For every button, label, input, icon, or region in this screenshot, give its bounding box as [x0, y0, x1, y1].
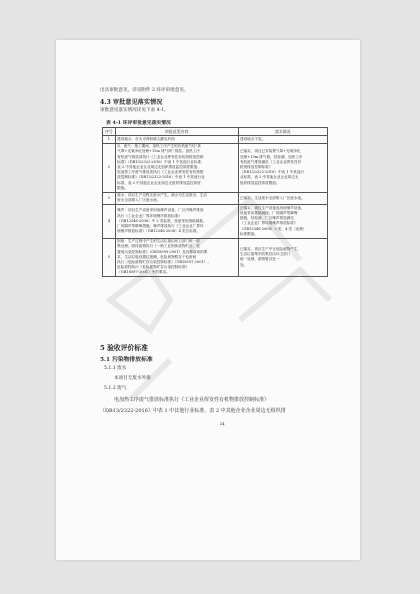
requirement-line: 废水：项目生产过程无废水产生。废水为生活废水，生活 — [117, 193, 208, 198]
requirement-cell — [115, 136, 238, 143]
implementation-line: 设备采用基础减振、厂房隔声等降噪 — [239, 210, 298, 215]
row-number: 5 — [103, 238, 116, 277]
implementation-line: 建设地点不变。 — [239, 136, 266, 141]
section-5-1-2: 5.1.2 废气 — [104, 386, 127, 391]
row-number: 2 — [103, 143, 116, 192]
row-number: 1 — [103, 136, 116, 143]
requirement-cell — [115, 205, 238, 238]
requirement-cell — [115, 192, 238, 205]
requirement-cell — [115, 238, 238, 277]
header-implementation: 落实情况 — [238, 128, 327, 136]
section-5-1-1-text: 本项目无废水外排 — [114, 376, 151, 381]
implementation-cell — [238, 136, 327, 143]
implementation-cell — [238, 143, 327, 192]
requirement-line: 标准》（DB13/2322-2016）中表 1 中其他行业标准、 — [117, 159, 205, 164]
requirement-line: 求，生活垃圾设置垃圾桶，危险废物暂存于危废间 — [117, 254, 197, 259]
header-requirement: 审批意见内容 — [115, 128, 238, 136]
implementation-cell — [238, 205, 327, 238]
table-row — [103, 205, 328, 238]
table-header-row — [103, 128, 328, 136]
table-row — [103, 143, 328, 192]
table-row — [103, 136, 328, 143]
requirement-line: （GB12348-2008）中 2 类标准，设备采用基础减振、 — [117, 218, 207, 223]
requirement-line: 有机废气排放须执行《工业企业挥发性有机物排放控制 — [117, 154, 204, 159]
implementation-line: 机物排放控制标准》 — [239, 164, 273, 169]
implementation-line: （DB13/2322-2016）中表 1 中其他行 — [239, 170, 305, 175]
implementation-cell — [238, 192, 327, 205]
section-5-heading: 5 验收评价标准 — [100, 344, 148, 352]
table-caption: 表 4-1 环评审批意见落实情况 — [106, 120, 171, 126]
requirement-line: 限值。 — [117, 185, 128, 190]
row-number: 3 — [103, 192, 116, 205]
implementation-line: 处理+15m 排气筒，经检测，加热工序 — [239, 154, 303, 159]
section-4-3-heading: 4.3 审批意见落实情况 — [100, 99, 163, 106]
header-no: 序号 — [103, 128, 116, 136]
requirement-line: 电加热工序废气排放须执行《工业企业挥发性有机物排 — [117, 170, 204, 175]
requirement-line: 气罩+光氧净化处理+15m 排气筒" 排放。加热工序 — [117, 149, 200, 154]
section-5-1-heading: 5.1 污染物排放标准 — [100, 357, 153, 363]
requirement-line: 建设地点：台头市养蚌镇人蘑屯村西 — [117, 136, 175, 141]
implementation-line: 《工业企业厂界环境噪声排放标准》 — [239, 221, 298, 226]
implementation-line: 统一处理，废物暂存处一 — [239, 257, 280, 262]
section-5-1-1: 5.1.1 废水 — [104, 366, 127, 371]
paragraph-line-1: 电加热工序废气排放标准执行《工业企业挥发性有机物排放控制标准》 — [114, 397, 270, 403]
requirement-line: 废水全部排入厂区废水池。 — [117, 198, 161, 203]
implementation-line: 已落实，生活废水全部排入厂区废水池。 — [239, 195, 305, 200]
page-number: 24 — [220, 422, 225, 426]
requirement-line: 厂房隔声等降噪措施。噪声排放执行《工业企业厂界环 — [117, 223, 204, 228]
requirement-line: （GB18597-2001）中的要求。 — [117, 270, 170, 275]
implementation-line: 已落实，项目已安装集气罩+光氧净化 — [239, 149, 301, 154]
table-row — [103, 238, 328, 277]
implementation-line: 有机废气排放满足《工业企业挥发性有 — [239, 159, 302, 164]
requirement-line: 固废：生产过程中产生的生活垃圾由环卫部门统一收 — [117, 239, 200, 244]
document-page — [56, 40, 360, 560]
implementation-cell — [238, 238, 327, 277]
requirement-line: 表 2 中其他企业企业周边无组织排放监控浓度限值。 — [117, 164, 201, 169]
requirement-cell — [115, 143, 238, 192]
table-row — [103, 192, 328, 205]
requirement-line: 执行《危险废物贮存污染控制标准》（GB18597-2001）。 — [117, 260, 211, 264]
intro-line: 出具审批意见，详见附件 2 环评审批意见。 — [100, 88, 189, 93]
paragraph-line-2: （DB13/2322-2016）中表 1 中其他行业标准、表 2 中其他企业企业周边无组织排 — [100, 408, 286, 414]
row-number: 4 — [103, 205, 116, 238]
requirement-line: 危险废物执行《危险废物贮存污染控制标准》 — [117, 265, 190, 270]
implementation-line: 处。 — [239, 262, 248, 267]
requirement-line: Q、废气：施工期间，加热工序产生的有机废气经"真 — [117, 144, 201, 149]
requirement-line: 执行《工业企业厂界环境噪声排放标准》 — [117, 213, 182, 218]
implementation-line: 已落实，项目生产设备选用低噪声设备， — [239, 205, 305, 210]
implementation-line: 组织排放监控浓度限值。 — [239, 180, 280, 185]
section-4-3-text: 审批意见落实情况详见下表 4-1。 — [100, 108, 169, 113]
requirement-line: 境噪声排放标准》（GB12348-2008）4 类区标准。 — [117, 229, 201, 234]
requirement-line: 标准、表 2 中其他企业企业周边无组织排放监控浓度 — [117, 180, 201, 185]
requirement-line: 置场污染控制标准》（GB18599-2001）及其修改单的要 — [117, 249, 208, 254]
approval-table — [102, 127, 328, 277]
implementation-line: 生活垃圾集中收集后由环卫部门 — [239, 252, 291, 257]
requirement-line: 噪声：项目生产设备采用低噪声设备，厂区内噪声排放 — [117, 208, 204, 213]
implementation-line: 已落实，项目生产中无危险废物产生， — [239, 246, 302, 251]
implementation-line: 措施，经检测，厂区噪声排放满足 — [239, 216, 294, 221]
requirement-line: 放控制标准》（DB13/2322-2016）中表 1 中其他行业 — [117, 175, 205, 180]
requirement-line: 集处理。固体废物执行《一般工业固体废物贮存、处 — [117, 244, 200, 249]
implementation-line: 业标准、表 2 中其他企业企业周边无 — [239, 175, 299, 180]
implementation-line: 标准限值。 — [239, 231, 258, 236]
implementation-line: （GB12348-2008）2 类、4 类（北侧） — [239, 226, 307, 231]
